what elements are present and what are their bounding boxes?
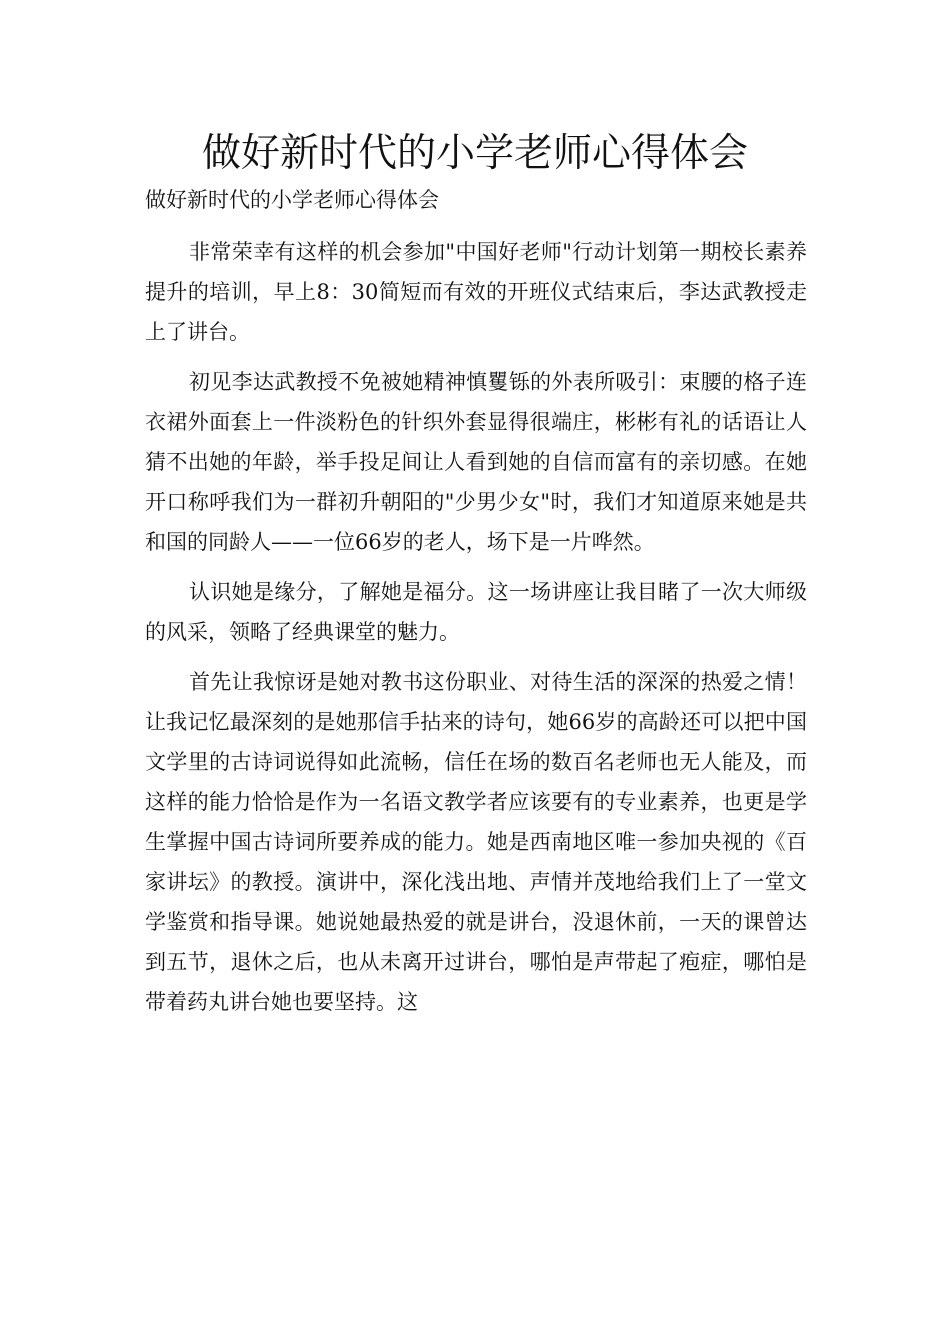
paragraph-4: 首先让我惊讶是她对教书这份职业、对待生活的深深的热爱之情！让我记忆最深刻的是她那信手拈来的诗句，她66岁的高龄还可以把中国文学里的古诗词说得如此流畅，信任在场的数百名老师也无人能及，而这样的能力恰恰是作为一名语文教学者应该要有的专业素养，也更是学生掌握中国古诗词所要养成的能力。她是西南地区唯一参加央视的《百家讲坛》的教授。演讲中，深化浅出地、声情并茂地给我们上了一堂文学鉴赏和指导课。她说她最热爱的就是讲台，没退休前，一天的课曾达到五节，退休之后，也从未离开过讲台，哪怕是声带起了疱症，哪怕是带着药丸讲台她也要坚持。这 [145, 670, 807, 1014]
paragraph-3: 认识她是缘分，了解她是福分。这一场讲座让我目睹了一次大师级的风采，领略了经典课堂的魅力。 [145, 580, 807, 644]
document-body [145, 232, 807, 1032]
document-title: 做好新时代的小学老师心得体会 [201, 131, 748, 176]
paragraph-1: 非常荣幸有这样的机会参加"中国好老师"行动计划第一期校长素养提升的培训，早上8：30简短而有效的开班仪式结束后，李达武教授走上了讲台。 [145, 240, 807, 344]
paragraph-2: 初见李达武教授不免被她精神慎矍铄的外表所吸引：束腰的格子连衣裙外面套上一件淡粉色的针织外套显得很端庄，彬彬有礼的话语让人猜不出她的年龄，举手投足间让人看到她的自信而富有的亲切感。在她开口称呼我们为一群初升朝阳的"少男少女"时，我们才知道原来她是共和国的同龄人——一位66岁的老人，场下是一片哗然。 [145, 370, 807, 554]
document-subtitle: 做好新时代的小学老师心得体会 [145, 188, 439, 212]
